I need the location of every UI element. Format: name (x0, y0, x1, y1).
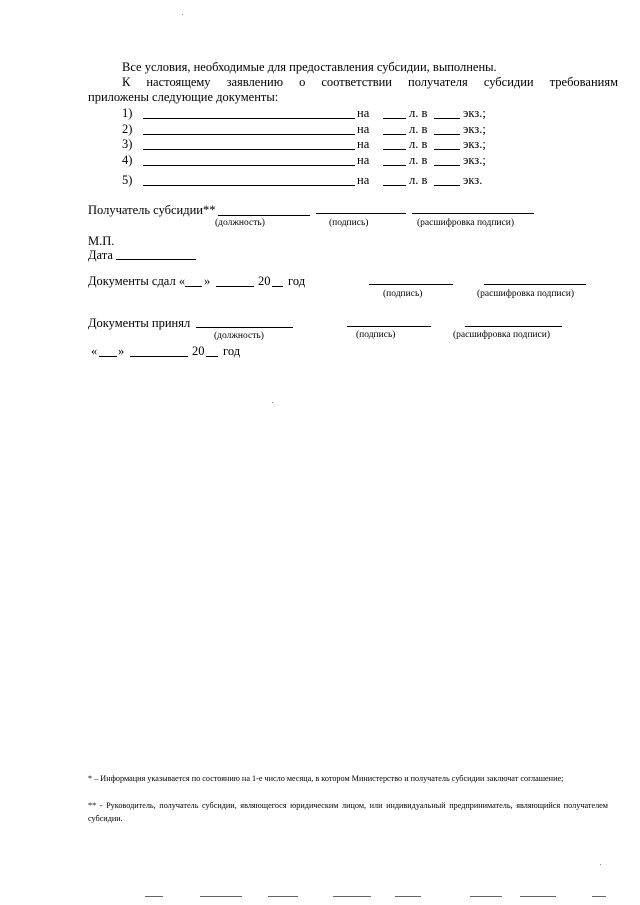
submitted-signature-line (369, 284, 453, 285)
stamp-label: М.П. (88, 234, 115, 248)
date-label: Дата (88, 248, 113, 262)
document-on-label: на (357, 106, 370, 120)
submitted-label: Документы сдал « (88, 274, 186, 288)
accepted-position-line (196, 327, 293, 328)
document-name-line (143, 134, 355, 135)
date-line (116, 259, 196, 260)
footnote-1: * – Информация указывается по состоянию на 1-е число месяца, в котором Министерство и получатель субсидии заключат соглашение; (88, 774, 564, 783)
accepted-day-line (99, 356, 117, 357)
recipient-signature-caption: (подпись) (329, 218, 369, 228)
bottom-dash (268, 896, 298, 897)
accepted-year-line (206, 356, 218, 357)
document-copies-line (434, 134, 460, 135)
document-sheets-line (383, 134, 406, 135)
accepted-month-line (130, 356, 188, 357)
document-sheets-label: л. в (409, 106, 428, 120)
accepted-signature-line (347, 326, 431, 327)
document-number: 2) (122, 122, 133, 136)
footnote-2: ** - Руководитель, получатель субсидии, являющегося юридическим лицом, или индивидуальный предприниматель, являющийся получателем субсидии. (88, 801, 608, 823)
bottom-dash (395, 896, 421, 897)
scan-speck (600, 864, 601, 865)
document-copies-label: экз.; (463, 137, 486, 151)
submitted-year-line (272, 286, 283, 287)
submitted-signature-caption: (подпись) (383, 289, 423, 299)
bottom-dash (470, 896, 502, 897)
document-copies-line (434, 118, 460, 119)
document-number: 1) (122, 106, 133, 120)
recipient-position-caption: (должность) (215, 218, 265, 228)
recipient-decoding-line (412, 213, 534, 214)
document-on-label: на (357, 137, 370, 151)
document-number: 4) (122, 153, 133, 167)
intro-line-1: Все условия, необходимые для предоставления субсидии, выполнены. (122, 60, 497, 74)
bottom-dash (145, 896, 163, 897)
document-sheets-label: л. в (409, 122, 428, 136)
document-name-line (143, 165, 355, 166)
document-name-line (143, 185, 355, 186)
recipient-position-line (218, 215, 310, 216)
document-sheets-line (383, 118, 406, 119)
accepted-signature-caption: (подпись) (356, 330, 396, 340)
accepted-decoding-line (465, 326, 562, 327)
document-name-line (143, 118, 355, 119)
document-copies-label: экз. (463, 173, 483, 187)
accepted-year-word: год (223, 344, 241, 358)
document-copies-label: экз.; (463, 106, 486, 120)
submitted-decoding-caption: (расшифровка подписи) (477, 289, 574, 299)
document-sheets-label: л. в (409, 153, 428, 167)
accepted-position-caption: (должность) (214, 331, 264, 341)
document-on-label: на (357, 122, 370, 136)
document-copies-line (434, 165, 460, 166)
accepted-year-prefix: 20 (192, 344, 205, 358)
bottom-dash (520, 896, 556, 897)
document-sheets-line (383, 149, 406, 150)
accepted-open-quote: « (91, 344, 98, 358)
scan-speck (182, 14, 183, 15)
submitted-year-prefix: 20 (258, 274, 271, 288)
document-copies-line (434, 185, 460, 186)
submitted-day-line (185, 286, 202, 287)
intro-line-3: приложены следующие документы: (88, 90, 279, 104)
document-copies-label: экз.; (463, 122, 486, 136)
document-sheets-line (383, 185, 406, 186)
document-sheets-label: л. в (409, 173, 428, 187)
document-number: 3) (122, 137, 133, 151)
bottom-dash (333, 896, 371, 897)
submitted-year-word: год (288, 274, 306, 288)
document-on-label: на (357, 173, 370, 187)
submitted-decoding-line (484, 284, 586, 285)
submitted-close-quote: » (204, 274, 211, 288)
document-sheets-label: л. в (409, 137, 428, 151)
document-copies-label: экз.; (463, 153, 486, 167)
accepted-close-quote: » (118, 344, 125, 358)
recipient-decoding-caption: (расшифровка подписи) (417, 218, 514, 228)
scan-speck (272, 402, 273, 403)
document-on-label: на (357, 153, 370, 167)
accepted-decoding-caption: (расшифровка подписи) (453, 330, 550, 340)
submitted-month-line (216, 286, 254, 287)
intro-line-2: К настоящему заявлению о соответствии получателя субсидии требованиям (122, 75, 618, 89)
accepted-label: Документы принял (88, 316, 191, 330)
recipient-signature-line (316, 213, 406, 214)
bottom-dash (592, 896, 606, 897)
recipient-label: Получатель субсидии** (88, 203, 216, 217)
document-number: 5) (122, 173, 133, 187)
document-sheets-line (383, 165, 406, 166)
document-name-line (143, 149, 355, 150)
document-copies-line (434, 149, 460, 150)
bottom-dash (200, 896, 242, 897)
